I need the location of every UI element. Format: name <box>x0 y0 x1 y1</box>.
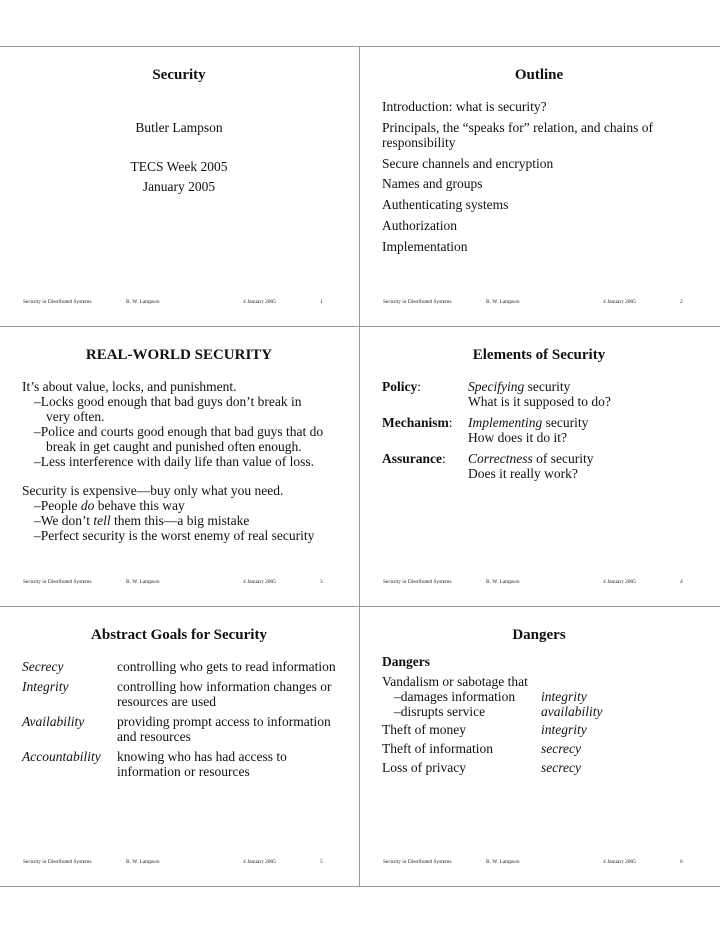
bullet-item: –Police and courts good enough that bad guys that do <box>34 424 324 439</box>
goals-table <box>22 659 352 779</box>
slide-1 <box>0 47 358 325</box>
bullet-item: –Locks good enough that bad guys don’t break in <box>34 394 302 409</box>
element-value: Correctness of security <box>468 451 594 466</box>
bullet-continuation: very often. <box>46 409 105 424</box>
event-name: TECS Week 2005 <box>130 159 228 174</box>
author-name: Butler Lampson <box>135 120 223 135</box>
footer-author: B. W. Lampson <box>486 579 520 585</box>
outline-item: Introduction: what is security? <box>382 99 547 114</box>
slide-footer <box>360 299 718 309</box>
element-row: Assurance: Correctness of security <box>382 451 594 466</box>
footer-author: B. W. Lampson <box>126 579 160 585</box>
goal-desc: controlling how information changes or <box>117 679 332 694</box>
footer-date: 4 January 2005 <box>603 299 636 305</box>
element-row: Policy: Specifying security <box>382 379 571 394</box>
goal-row <box>22 659 352 674</box>
footer-date: 4 January 2005 <box>603 579 636 585</box>
grid-line-bottom <box>0 886 720 887</box>
element-question: What is it supposed to do? <box>468 394 611 409</box>
danger-goal: secrecy <box>541 741 581 756</box>
element-value: Specifying security <box>468 379 571 394</box>
element-question-row <box>382 430 712 445</box>
goal-desc-cont: and resources <box>117 729 191 744</box>
footer-course: Security in Distributed Systems <box>383 299 452 305</box>
danger-item: –disrupts service <box>394 704 486 719</box>
outline-item-continuation: responsibility <box>382 134 456 150</box>
footer-page-number: 4 <box>680 579 683 585</box>
dangers-subtitle: Dangers <box>382 654 430 669</box>
title-block <box>0 120 358 194</box>
slide-body <box>22 379 323 543</box>
element-question-row <box>382 394 712 409</box>
danger-goal: integrity <box>541 689 587 704</box>
bullet-continuation: break in get caught and punished often enough. <box>46 439 302 454</box>
footer-page-number: 6 <box>680 859 683 865</box>
goal-key: Accountability <box>22 749 101 764</box>
element-row: Mechanism: Implementing security <box>382 415 589 430</box>
footer-date: 4 January 2005 <box>603 859 636 865</box>
goal-desc: knowing who has had access to <box>117 749 287 764</box>
intro-text: It’s about value, locks, and punishment. <box>22 379 237 394</box>
footer-date: 4 January 2005 <box>243 299 276 305</box>
outline-list <box>382 99 653 260</box>
element-key: Mechanism <box>382 415 449 430</box>
element-key: Policy <box>382 379 418 394</box>
bullet-item: –Less interference with daily life than value of loss. <box>34 454 315 469</box>
footer-author: B. W. Lampson <box>486 299 520 305</box>
danger-row <box>382 760 712 775</box>
goal-desc-cont: information or resources <box>117 764 250 779</box>
goal-key: Secrecy <box>22 659 64 674</box>
slide-5 <box>0 607 358 885</box>
element-value: Implementing security <box>468 415 589 430</box>
dangers-lead: Vandalism or sabotage that <box>382 674 528 689</box>
footer-date: 4 January 2005 <box>243 859 276 865</box>
slide-footer <box>0 299 358 309</box>
goal-key: Availability <box>22 714 85 729</box>
danger-row <box>382 741 712 756</box>
slide-4 <box>360 327 718 605</box>
slide-title: Abstract Goals for Security <box>91 627 267 643</box>
danger-goal: integrity <box>541 722 587 737</box>
bullet-item: –People do behave this way <box>34 498 185 513</box>
outline-item: Secure channels and encryption <box>382 155 554 171</box>
element-question: How does it do it? <box>468 430 567 445</box>
footer-page-number: 3 <box>320 579 323 585</box>
outline-item: Names and groups <box>382 176 483 192</box>
slide-footer <box>360 579 718 589</box>
element-question: Does it really work? <box>468 466 578 481</box>
intro-text: Security is expensive—buy only what you need. <box>22 483 284 498</box>
footer-author: B. W. Lampson <box>126 299 160 305</box>
slide-title: Security <box>152 67 206 83</box>
goal-desc-cont: resources are used <box>117 694 216 709</box>
danger-item: Theft of money <box>382 722 466 737</box>
outline-item: Implementation <box>382 238 468 254</box>
footer-course: Security in Distributed Systems <box>23 579 92 585</box>
outline-item: Principals, the “speaks for” relation, and chains of <box>382 119 654 135</box>
slide-footer <box>0 859 358 869</box>
outline-item: Authorization <box>382 217 457 233</box>
danger-goal: availability <box>541 704 603 719</box>
slide-3 <box>0 327 358 605</box>
slide-title: Elements of Security <box>472 347 606 363</box>
footer-author: B. W. Lampson <box>126 859 160 865</box>
goal-row <box>22 749 352 779</box>
element-question-row <box>382 466 712 481</box>
bullet-item: –We don’t tell them this—a big mistake <box>34 513 250 528</box>
goal-row <box>22 714 352 744</box>
footer-course: Security in Distributed Systems <box>383 859 452 865</box>
element-key: Assurance <box>382 451 442 466</box>
danger-item: Theft of information <box>382 741 493 756</box>
slide-footer <box>0 579 358 589</box>
slide-2 <box>360 47 718 325</box>
slide-title: REAL-WORLD SECURITY <box>85 347 273 363</box>
danger-goal: secrecy <box>541 760 581 775</box>
footer-course: Security in Distributed Systems <box>23 299 92 305</box>
footer-page-number: 2 <box>680 299 683 305</box>
slide-title: Outline <box>514 67 564 83</box>
event-date: January 2005 <box>142 179 216 194</box>
footer-date: 4 January 2005 <box>243 579 276 585</box>
danger-item: Loss of privacy <box>382 760 466 775</box>
footer-course: Security in Distributed Systems <box>383 579 452 585</box>
goal-row <box>22 679 352 709</box>
goal-desc: controlling who gets to read information <box>117 659 336 674</box>
goal-desc: providing prompt access to information <box>117 714 331 729</box>
footer-course: Security in Distributed Systems <box>23 859 92 865</box>
footer-author: B. W. Lampson <box>486 859 520 865</box>
slide-title: Dangers <box>512 627 566 643</box>
bullet-item: –Perfect security is the worst enemy of real security <box>34 528 315 543</box>
danger-item: –damages information <box>394 689 516 704</box>
slide-footer <box>360 859 718 869</box>
danger-row <box>382 704 712 719</box>
slide-6 <box>360 607 718 885</box>
dangers-table <box>382 654 712 775</box>
footer-page-number: 1 <box>320 299 323 305</box>
elements-table <box>382 379 712 481</box>
danger-row <box>382 689 712 704</box>
outline-item: Authenticating systems <box>382 197 509 213</box>
danger-row <box>382 722 712 737</box>
goal-key: Integrity <box>22 679 69 694</box>
footer-page-number: 5 <box>320 859 323 865</box>
